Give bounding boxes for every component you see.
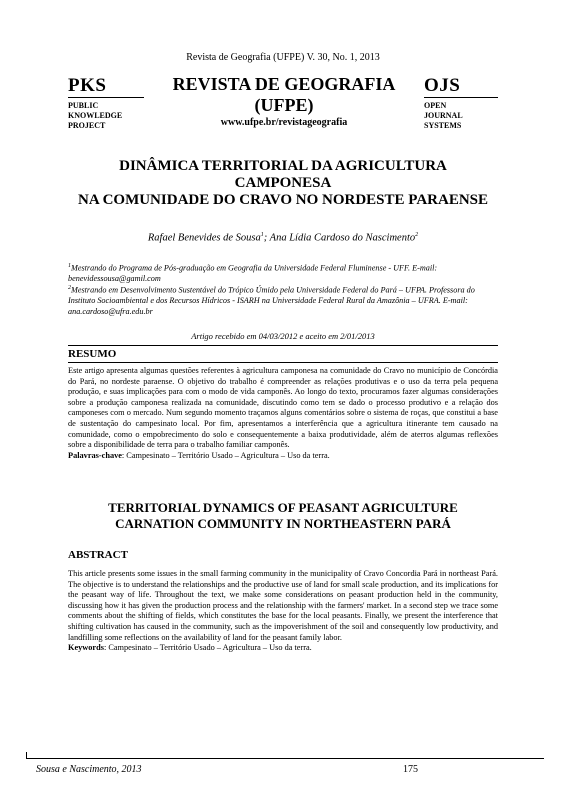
- ojs-line: SYSTEMS: [424, 121, 462, 130]
- resumo-heading: RESUMO: [68, 348, 117, 360]
- journal-citation: Revista de Geografia (UFPE) V. 30, No. 1, 2013: [186, 52, 380, 63]
- ojs-rule: [424, 97, 498, 98]
- pks-line: KNOWLEDGE: [68, 111, 123, 120]
- english-title: [0, 500, 566, 532]
- affiliation-text: Mestrando do Programa de Pós-graduação em Geografia da Universidade Federal Fluminense - UFF. E-mail: benevidessousa@gamil.com: [68, 263, 438, 284]
- keywords-label: Keywords: [68, 643, 104, 653]
- keywords-text: : Campesinato – Território Usado – Agricultura – Uso da terra.: [103, 643, 312, 653]
- abstract-text: This article presents some issues in the small farming community in the municipality of Cravo Concordia Pará in northeast Pará. The objective is to understand the relationships and the productive use of land for small scale production, and its implications for the peasant way of life. Throughout the text, we make some considerations on peasant production held in the community, discussing how it has given the production process and the relationship with the farmers' market. In a second step we trace some comments about the shifting of fields, which constitutes the base for the local peasants. Finally, we present the interference that shifting cultivation has caused in the community, such as the impoverishment of the soil and consequently low productivity, and landfilling some reflections on the availability of land for the peasant family labor.: [68, 569, 498, 642]
- resumo-body: [68, 366, 498, 461]
- ojs-line: OPEN: [424, 101, 447, 110]
- english-title-line: CARNATION COMMUNITY IN NORTHEASTERN PARÁ: [115, 516, 451, 531]
- affiliation: [68, 283, 498, 317]
- section-divider: [68, 345, 498, 346]
- journal-title-line: (UFPE): [254, 95, 314, 115]
- pks-rule: [68, 97, 144, 98]
- affiliation-sup: 1: [68, 263, 71, 269]
- ojs-logo: [424, 76, 498, 131]
- author-sup: 2: [415, 232, 419, 238]
- pks-line: PROJECT: [68, 121, 106, 130]
- article-title: [0, 158, 566, 209]
- pks-logo: [68, 76, 144, 131]
- page-number: 175: [403, 764, 418, 775]
- author-sup: 1: [260, 232, 264, 238]
- affiliation: [68, 261, 498, 285]
- resumo-text: Este artigo apresenta algumas questões referentes à agricultura camponesa na comunidade do Cravo no município de Concórdia do Pará, no nordeste paraense. O objetivo do trabalho é compreender as relações produtivas e o uso da terra pela pequena produção, e suas implicações para com o modo de vida camponês. Ao longo do texto, procuramos fazer algumas considerações sobre a produção camponesa realizada na comunidade, discutindo como tem se dado o processo produtivo e a relação dos camponeses com o mercado. Num segundo momento traçamos alguns comentários sobre o sistema de roças, que constitui a base de sustentação do campesinato local. Por fim, apresentamos a interferência que a agricultura itinerante tem causado na comunidade, como o empobrecimento do solo e consequentemente a baixa produtividade, além de aterros algumas reflexões sobre a disponibilidade de terra para o trabalho familiar camponês.: [68, 366, 498, 450]
- english-title-line: TERRITORIAL DYNAMICS OF PEASANT AGRICULTURE: [108, 500, 458, 515]
- section-divider: [68, 362, 498, 363]
- keywords-text: : Campesinato – Território Usado – Agricultura – Uso da terra.: [121, 450, 330, 460]
- footer-divider: [26, 758, 544, 759]
- journal-url[interactable]: www.ufpe.br/revistageografia: [220, 117, 348, 128]
- article-title-line: NA COMUNIDADE DO CRAVO NO NORDESTE PARAENSE: [77, 192, 489, 208]
- author-name: Rafael Benevides de Sousa: [147, 232, 261, 244]
- keywords-label: Palavras-chave: [68, 450, 122, 460]
- article-title-line: DINÂMICA TERRITORIAL DA AGRICULTURA: [119, 158, 447, 174]
- article-title-line: CAMPONESA: [234, 175, 332, 191]
- footer-citation: Sousa e Nascimento, 2013: [36, 764, 142, 775]
- abstract-heading: ABSTRACT: [68, 549, 128, 561]
- author-name: Ana Lídia Cardoso do Nascimento: [269, 232, 416, 244]
- affiliation-sup: 2: [68, 285, 71, 291]
- authors: [0, 232, 566, 244]
- journal-title-line: REVISTA DE GEOGRAFIA: [172, 74, 396, 94]
- pks-line: PUBLIC: [68, 101, 99, 110]
- affiliation-text: Mestrando em Desenvolvimento Sustentável do Trópico Úmido pela Universidade Federal do Pará – UFPA. Professora do Instituto Socioambiental e dos Recursos Hídricos - ISARH na Universidade Federal Rural da Amazônia – UFRA. E-mail: ana.cardoso@ufra.edu.br: [68, 285, 475, 316]
- ojs-title: OJS: [424, 75, 461, 96]
- received-date: Artigo recebido em 04/03/2012 e aceito em 2/01/2013: [191, 331, 375, 341]
- journal-title: [150, 74, 418, 116]
- author-separator: ;: [263, 232, 270, 244]
- ojs-line: JOURNAL: [424, 111, 463, 120]
- abstract-body: [68, 569, 498, 654]
- pks-title: PKS: [68, 75, 107, 96]
